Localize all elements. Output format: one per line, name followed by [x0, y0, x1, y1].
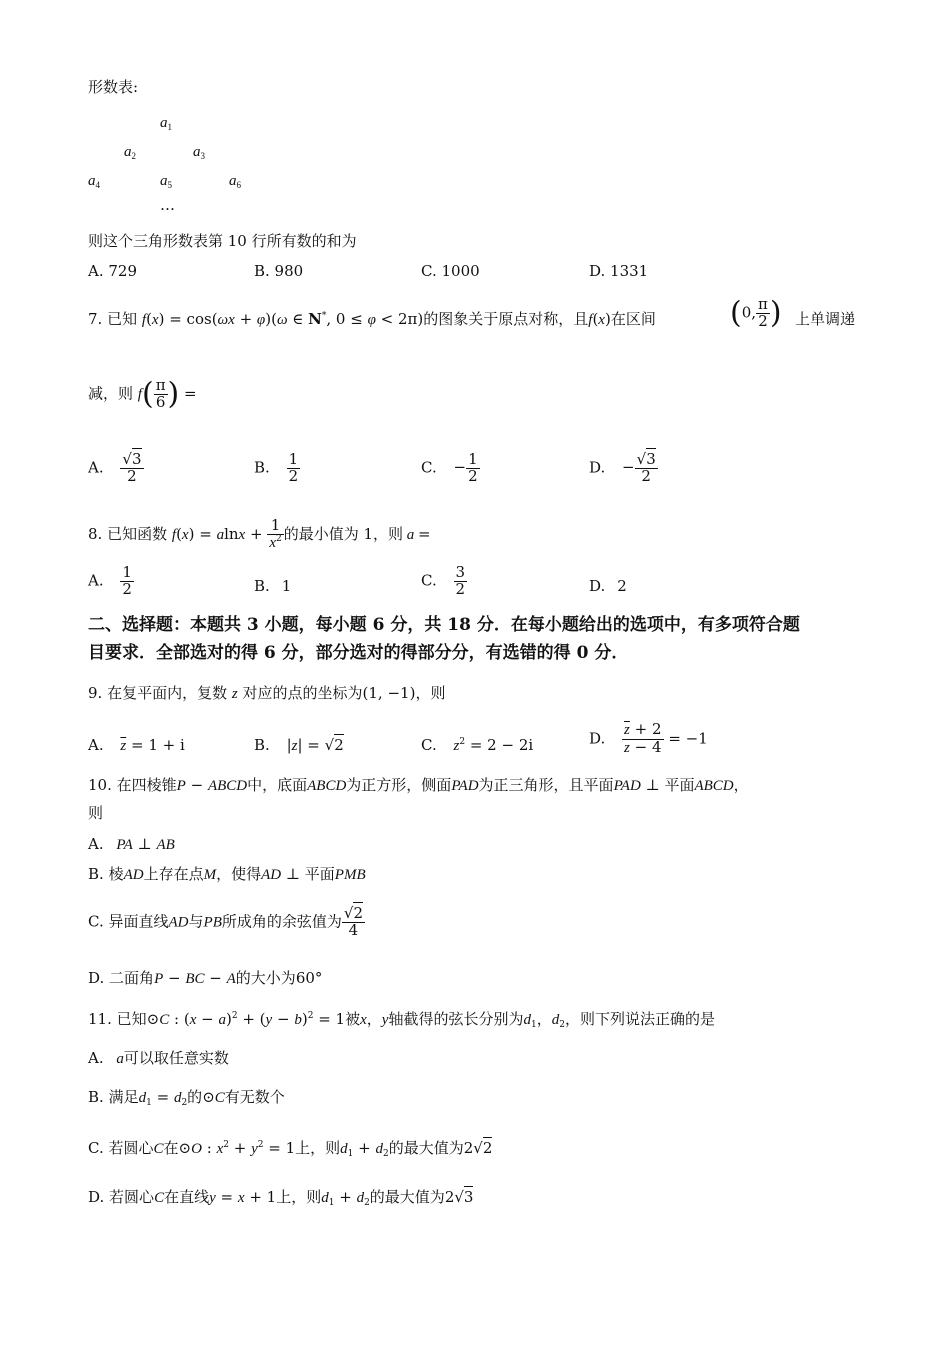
q7-stem-e: 减，则 [88, 384, 134, 403]
q7-stem-line2: 减，则 f( $\frac{\pi}{6}$ ) = [88, 376, 197, 412]
q11-option-d: D. 若圆心C在直线y = x + 1上，则$d_1 + d_2$的最大值为2√3 [88, 1188, 474, 1208]
q7-option-b: B. $\frac{1}{2}$ [254, 450, 299, 485]
section2-line2: 目要求．全部选对的得 6 分，部分选对的得部分分，有选错的得 0 分． [88, 643, 629, 663]
q9-stem: 9. 在复平面内，复数 z 对应的点的坐标为(1, −1)，则 [88, 684, 446, 702]
q7-option-d: D. − $\frac{√3}{2}$ [589, 450, 656, 485]
q7-stem-b: 的图象关于原点对称，且 [423, 310, 589, 328]
q9-option-d: D. $\frac{\overline{z} + 2}{z - 4}$ = −1 [589, 720, 708, 756]
q11-stem: 11. 已知⊙C : $(x - a)^2 + (y - b)^2 = 1$被x，y轴截得的弦长分别为$d_1$，$d_2$，则下列说法正确的是 [88, 1010, 715, 1030]
q9-option-c: C. $z^2 = 2 - 2i$ [421, 736, 534, 754]
triangle-dots: … [160, 196, 175, 214]
q7-option-c: C. − $\frac{1}{2}$ [421, 450, 478, 485]
section2-line1: 二、选择题：本题共 3 小题，每小题 6 分，共 18 分．在每小题给出的选项中，有多项符合题 [88, 615, 800, 635]
q8-option-c: C. $\frac{3}{2}$ [421, 563, 466, 598]
q10-option-c: C. 异面直线AD与PB所成角的余弦值为 $\frac{√2}{4}$ [88, 904, 363, 939]
q7-number: 7. [88, 310, 103, 328]
q10-stem-cont: 则 [88, 804, 104, 822]
q7-stem-line1: 7. 已知 f(x) = cos(ωx + φ)(ω ∈ N*, 0 ≤ φ < 2π)的图象关于原点对称，且f(x)在区间 [88, 310, 656, 328]
q6-stem: 则这个三角形数表第 10 行所有数的和为 [88, 232, 357, 250]
q6-option-b: B. 980 [254, 262, 304, 280]
triangle-a5: $a_5$ [160, 173, 172, 190]
q6-option-d: D. 1331 [589, 262, 649, 280]
q10-option-d: D. 二面角P − BC − A的大小为60° [88, 969, 323, 987]
q8-option-b: B. 1 [254, 577, 292, 595]
triangle-a4: $a_4$ [88, 173, 100, 190]
q11-option-b: B. 满足$d_1 = d_2$的⊙C有无数个 [88, 1088, 285, 1108]
q8-stem: 8. 已知函数 f(x) = alnx + $\frac{1}{x^2}$ 的最小值为 1，则 a = [88, 516, 431, 551]
q7-stem-d: 上单调递 [795, 310, 856, 328]
q10-option-a: A. PA ⊥ AB [88, 835, 175, 853]
q11-option-a: A. a可以取任意实数 [88, 1049, 229, 1067]
q8-option-a: A. $\frac{1}{2}$ [88, 563, 132, 598]
q8-option-d: D. 2 [589, 577, 627, 595]
q6-option-a: A. 729 [88, 262, 137, 280]
q7-stem-c: 在区间 [610, 310, 656, 328]
triangle-a1: $a_1$ [160, 115, 172, 132]
q9-option-b: B. |z| = √2 [254, 736, 344, 754]
q10-option-b: B. 棱AD上存在点M，使得AD ⊥ 平面PMB [88, 865, 366, 883]
q11-option-c: C. 若圆心C在⊙O : $x^2 + y^2 = 1$上，则$d_1 + d_2$的最大值为2√2 [88, 1139, 493, 1159]
q7-stem-a: 已知 [107, 310, 138, 328]
q7-function: f [141, 312, 147, 328]
triangle-a6: $a_6$ [229, 173, 241, 190]
q9-option-a: A. $\overline{z} = 1 + i$ [88, 736, 185, 754]
triangle-a3: $a_3$ [193, 144, 205, 161]
q6-option-c: C. 1000 [421, 262, 480, 280]
q7-interval: (0, $\frac{\pi}{2}$ ) [730, 295, 782, 331]
intro-text: 形数表: [88, 78, 139, 96]
q7-option-a: A. $\frac{√3}{2}$ [88, 450, 142, 485]
triangle-a2: $a_2$ [124, 144, 136, 161]
q10-stem: 10. 在四棱锥P − ABCD中，底面ABCD为正方形，侧面PAD为正三角形，且平面PAD ⊥ 平面ABCD， [88, 776, 749, 794]
